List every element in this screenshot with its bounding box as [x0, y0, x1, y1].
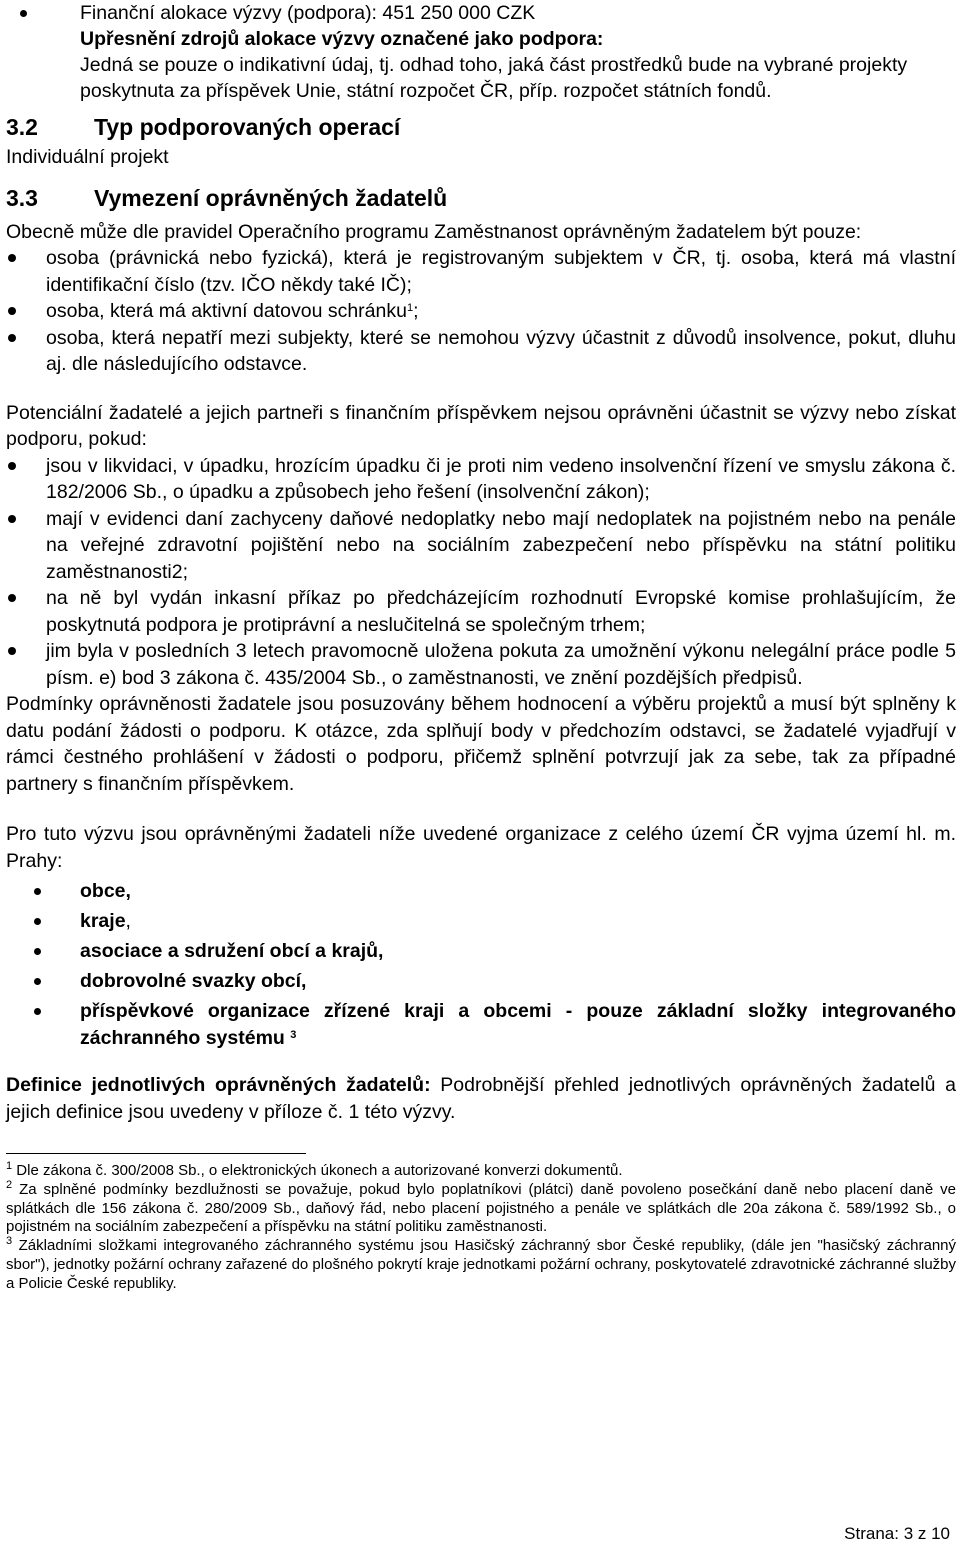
bullet-icon	[34, 1008, 41, 1015]
bullet-icon	[8, 594, 16, 602]
list-item: osoba (právnická nebo fyzická), která je registrovaným subjektem v ČR, tj. osoba, která má vlastní identifikační číslo (tzv. IČO někdy také IČ);	[6, 245, 956, 298]
footnote-number: 1	[6, 1160, 13, 1172]
definitions-paragraph	[6, 1072, 956, 1125]
definitions-heading: Definice jednotlivých oprávněných žadatelů:	[6, 1074, 431, 1096]
bullet-icon	[8, 515, 16, 523]
bullet-icon	[34, 888, 41, 895]
allocation-sources-text: Jedná se pouze o indikativní údaj, tj. odhad toho, jaká část prostředků bude na vybrané projekty poskytnuta za příspěvek Unie, státní rozpočet ČR, příp. rozpočet státních fondů.	[80, 54, 908, 102]
eligibility-intro: Obecně může dle pravidel Operačního programu Zaměstnanost oprávněným žadatelem být pouze:	[6, 220, 862, 243]
section-heading-3-3	[6, 183, 956, 213]
list-item: mají v evidenci daní zachyceny daňové nedoplatky nebo mají nedoplatek na pojistném nebo na penále na veřejné zdravotní pojištění nebo na sociálním zabezpečení nebo příspěvku na státní politiku zaměstnanosti2;	[6, 506, 956, 586]
bullet-icon	[8, 307, 16, 315]
bullet-icon	[8, 254, 16, 262]
list-item: dobrovolné svazky obcí,	[6, 968, 956, 995]
section-number: 3.3	[6, 184, 38, 211]
footnote: $^3$ Základními složkami integrovaného záchranného systému jsou Hasičský záchranný sbor České republiky, (dále jen "hasičský záchranný sbor"), jednotky požární ochrany zařazené do plošného pokrytí kraje jednotkami požární ochrany, poskytovatelé zdravotnické záchranné služby a Policie České republiky.	[6, 1235, 957, 1292]
operation-type-text: Individuální projekt	[6, 146, 169, 168]
list-item: příspěvkové organizace zřízené kraji a obcemi - pouze základní složky integrovaného záchranného systému $^3$	[6, 998, 956, 1052]
footnote: $^2$ Za splněné podmínky bezdlužnosti se považuje, pokud bylo poplatníkovi (plátci) daně povoleno posečkání daně nebo placení daně ve splátkách dle 156 zákona č. 280/2009 Sb., daňový řád, nebo placení pojistného a penále ve splátkách dle 20a zákona č. 589/1992 Sb., o pojistném na sociálním zabezpečení a příspěvku na státní politiku zaměstnanosti.	[6, 1178, 956, 1236]
ineligibility-intro: Potenciální žadatelé a jejich partneři s finančním příspěvkem nejsou oprávněni účastnit se výzvy nebo získat podporu, pokud:	[6, 401, 956, 450]
footnote-number: 3	[6, 1235, 13, 1248]
section-number: 3.2	[6, 114, 38, 140]
document-page	[6, 0, 956, 1294]
section-heading-3-2	[6, 112, 956, 142]
section-title: Vymezení oprávněných žadatelů	[94, 184, 448, 211]
list-item: na ně byl vydán inkasní příkaz po předcházejícím rozhodnutí Evropské komise prohlašujícím, že poskytnutá podpora je protiprávní a neslučitelná se společným trhem;	[6, 585, 956, 638]
bullet-icon	[34, 978, 41, 985]
list-item: jsou v likvidaci, v úpadku, hrozícím úpadku či je proti nim vedeno insolvenční řízení ve smyslu zákona č. 182/2006 Sb., o úpadku a způsobech jeho řešení (insolvenční zákon);	[6, 453, 956, 506]
bullet-icon	[8, 462, 16, 470]
footnote-ref: 1	[406, 302, 414, 314]
definitions-text: Podrobnější přehled jednotlivých oprávněných žadatelů a jejich definice jsou uvedeny v příloze č. 1 této výzvy.	[6, 1074, 956, 1123]
list-item: kraje,	[6, 908, 956, 935]
footnote-separator	[6, 1153, 306, 1154]
footnote: $^1$ Dle zákona č. 300/2008 Sb., o elektronických úkonech a autorizované konverzi dokumentů.	[6, 1160, 623, 1179]
eligible-applicants-intro: Pro tuto výzvu jsou oprávněnými žadateli níže uvedené organizace z celého území ČR vyjma území hl. m. Prahy:	[6, 823, 956, 872]
bullet-icon	[34, 948, 41, 955]
list-item: asociace a sdružení obcí a krajů,	[6, 938, 956, 965]
list-item: obce,	[6, 878, 956, 905]
allocation-text: Finanční alokace výzvy (podpora): 451 250 000 CZK	[80, 2, 536, 24]
eligibility-list	[6, 245, 956, 378]
allocation-item	[6, 0, 956, 104]
page-number: Strana: 3 z 10	[844, 1524, 950, 1543]
eligible-applicants-list	[6, 878, 956, 1052]
list-item: osoba, která má aktivní datovou schránku$^1$;	[6, 298, 956, 325]
bullet-icon	[8, 647, 16, 655]
list-item: osoba, která nepatří mezi subjekty, které se nemohou výzvy účastnit z důvodů insolvence, pokut, dluhu aj. dle následujícího odstavce.	[6, 325, 956, 378]
bullet-icon	[34, 918, 41, 925]
list-item: jim byla v posledních 3 letech pravomocně uložena pokuta za umožnění výkonu nelegální práce podle 5 písm. e) bod 3 zákona č. 435/2004 Sb., o zaměstnanosti, ve znění pozdějších předpisů.	[6, 638, 956, 691]
allocation-sources-heading: Upřesnění zdrojů alokace výzvy označené jako podpora:	[80, 28, 604, 50]
bullet-icon	[8, 334, 16, 342]
bullet-icon	[20, 10, 27, 17]
footnote-ref: 3	[290, 1029, 297, 1041]
section-title: Typ podporovaných operací	[94, 114, 401, 140]
footnote-number: 2	[6, 1178, 13, 1191]
footnotes	[6, 1162, 956, 1294]
ineligibility-list	[6, 453, 956, 692]
eligibility-conditions-text: Podmínky oprávněnosti žadatele jsou posuzovány během hodnocení a výběru projektů a musí být splněny k datu podání žádosti o podporu. K otázce, zda splňují body v předchozím odstavci, se žadatelé vyjadřují v rámci čestného prohlášení v žádosti o podporu, přičemž splnění potvrzují jak za sebe, tak za případné partnery s finančním příspěvkem.	[6, 693, 956, 795]
